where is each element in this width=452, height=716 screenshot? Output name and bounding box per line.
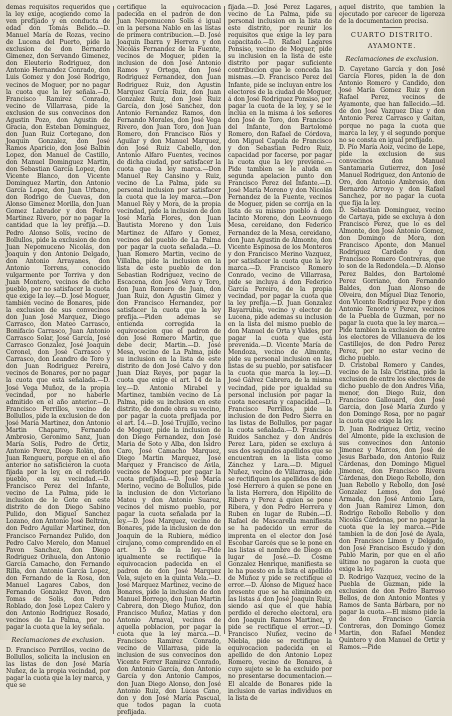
body-paragraph: fijada.—D. José Perez Lagares, vecino de La Palma, pide su personal inclusion en la lista de este distrito, por reunir los requisitos que exige la ley para capacitado.—D. Rafael Lagares Ponsiso, vecino de Moguer, pide su inclusion en la lista de este distrito por pagar suficiente contribucion que le conceda las mismas.—D. Francisco Perez del Infante, pide se incluyan entre los electores de la ciudad de Moguer, á don José Rodriguez Ponsiso, por pagar la cuota de la ley, y se le inclúa en la misma á los señores don José de Toro, don Francisco del Infante, don Bartolomé Romero, don Rafael de Córdova, don Miguel Capula de Francisco y don Sebastian Pedro Ruiz, capacidad por facerse, por pagar la cuota que la ley previene.—Pide tambien se le aluda en segunda apelacion punto don Francisco Perez del Infante.—D. José María Moreno y don Nicolás Fernandez de la Fuente, vecinos de Moguer, piden se corrija en la lista de su mismo pueblo á don Jacinto Moreno, don Leovnuego Mesa, cereidano, don Federico Fernandez de la Mesa, cereidano, don Juan Agustin de Almonte, don Vicente Espinosa de los Monteros y don Francisco Merino Vazquez, por satisfacer la cuota que la ley marca.—D. Francisco Romero Conrado, vecino de Villarrasa, pide se incluya á don Federico García Pereiro, de la propia vecindad, por pagar la cuota que la ley prefija.—D. Juan Gonzalez Bayarrubia, vecino y elector de Lucena, pide ademas su inclusion en la lista del mismo pueblo de don Manuel de Orta y Valdes, por pagar la cuota que está prevenida.—D. Vicente María de Mendoza, vecino de Almonte, pide su personal inclusion en las listas de su pueblo, por satisfacer la cuota que marca la ley.—D. José Gálvez Cabrera, de la misma vecindad, pide por igualdad su personal inclusion por pagar la cuota necesaria y capacidad.—D. Francisco Perrillos, pide la inclusion de don Pedro Sierra en las listas de Bollullos, por pagar la cuota señalada.—D. Francisco Ruidos Sanchez y don Andrés Perez Lara, piden se excluya á sus dos segundos apellidos que se encuentran en la lista como Zánchez y Lara.—D. Miguel Nuñez, vecino de Villarrasa, pide se rectifiquen los apellidos de don José Herrero á quien se pone en la lista Herrera, don Hipólito de Ribera y Perez á quien se pone Ribera, y don Pedro Herrera y Ruben en lugar de Rubén.—D. Rafael de Mascarella manifiesta se ha padecido un error de imprenta en el elector don José Escobar Garcés que se le pone en las listas el nombre de Diego en lugar de José.—D. Cosme Gonzalez Henrique, manifiesta se le ha puesto en la lista el apellido de Muñoz y pide se rectifique el error.—D. Alonso de Miguez hace presente que se ha eliminado en las listas á don José Joaquin Ruiz, siendo así que el que había perdido el derecho electoral, era don Joaquin Ramos Martinez, y pide se rectifique el error.—D. Francisco Nuñez, vecino de Niebla, pide se rectifique la equivocacion padecida en el apellido de don Antonio Lopez Romero, vecino de Bonares, á cuyo sujeto se le ha excluido por no presentarse documentacion.—El alcalde de Bonares pide la inclusion de varias individuos en la lista de: [228, 4, 332, 702]
column-rule: [113, 6, 114, 634]
text-column-1: [6, 4, 110, 690]
body-paragraph: demas requisitos requeridos que la ley exige, acogiendo como la ven prefijado y en conducta de edad don Tomás Belido.—D. Manuel María de Rozas, vecino de Lucena del Puerto, pide la exclusion de don Bernardo Gimenez, don Servando Gimenez, don Eleuterio Rodriguez, don Antonio Hernandez Conrado, don Luis Gomez y don José Rodrigo, vecinos de Moguer, por no pagar la cuota que la ley señala.—D. Francisco Ramirez Conrado, vecino de Villarrasa, pide la exclusion de sus convecinos don Agustin Pozo, don Agustin de Gracia, don Esteban Dominguez, don Juan Ruiz Cortegano, don Joaquin Gonzalez, don José Ramos Aparicio, don José Balbin Lopez, don Manuel de Castillo, don Manuel Dominguez Martin, don Sebastian García Lopez, don Vicente Blanco, don Vicente Dominguez Martin, don Antonio García Lopez, don Juan Urbano, don Rodrigo de Cuevas, don Alonso Gimenez Morilla, don Juan Gomez Labrador y don Pedro Martinez Rivero, por no pagar la cantidad que la ley prefija.—D. Pedro Alonso Solís, vecino de Bollullos, pide la exclusion de don Juan Nepomuceno Nicolás, don Joaquin y don Antonio Delgado, don Antonio Arrayanes, don Antonio Torrens, conocido vulgarmente por Torriva y don Juan Montero, vecinos de dicho pueblo, por no satisfacer la cuota que exige la ley.—D. José Moguer, también vecino de Bonares, pide la exclusion de sus convecinos don Juan José Marquez, Diego Carrasco, don Mateo Carrasco, Bonifacio Carrasco, Juan Antonio Carrasco Solar, José García, José Carrasco Gonzalez, José Joaquin Coronel, don José Carrasco y Carrasco, don Leandro de Toro y don Juan Rodriguez Pereira, vecinos de Bonares, por no pagar la cuota que está señalada.—D. José Vega Muñoz, de la propia vecindad, por no haberle admitido en el año anterior.—D. Francisco Perrillos, vecino de Bollullos, pide la exclusion de don José María Martinez, don Antonio Martin Chaparro, Fernando Ambrosio, Geronimo Sanz, Juan María Solís, Pedro de Ortiz, Antonio Perez, Diego Rolán, don Juan Rengueru, porque en el año anterior no satisficieron la cuota fijada por la ley, en el referido pueblo, en su vecindad.—D. Francisco Perez del Infante, vecino de La Palma, pide le inclusion de le Gote en este distrito de don Diego Sabino Pulido, don Miguel Sanchez Lozano, don Antonio José Beltrán, don Pedro Aguilar Martinez, don Francisco Fernandez Pulido, don Pedro Calvo Merelo, don Manuel Pavon Sanchez, don Diego Rodriguez Orihuela, don Antonio García Camacho, don Fernando Rilla, don Antonio García Lopez, don Fernando de la Rosa, don Manuel Lagares Cabos, don Fernando Gonzalez Pavon, don Tomas de Solis, don Pedro Roblado, don José Lopez Calero y don Antonio Rodriguez Rosado, vecinos de La Palma, por no pagar la cuota que la ley señala.: [6, 4, 110, 632]
body-paragraph: D. Rodrigo Vazquez, vecino de la Puebla de Guzman, pide la exclusion de don Pedro Barroso Bellos, de don Antonio Montes y Ramos de Santa Bárbara, por no pagar la cuota.—El mismo pide la de don Francisco García Contreras, don Domingo Gomez Martin, don Rafael Mendez Quintero y don Manuel de Ortiz y Ramos.—Pide: [339, 573, 445, 651]
section-heading: Reclamaciones de exclusion.: [345, 55, 439, 64]
text-column-2: [117, 4, 221, 716]
column-rule: [224, 6, 225, 634]
body-paragraph: aquel distrito, que tambien la ejecutado por carecer de ligereza de la documentacion precisa.: [339, 4, 445, 26]
divider: [382, 27, 402, 28]
body-paragraph: D. Pío María Aoiz, vecino de Lepe, pide la exclusion de sus convecinos don Manuel Santamaria Gutierrez, don José Manuel Rodriguez, don Antonio de Oro, don Antonio Ambrosio, don Bernardo Arroyo y don Rafael Sanchez, por no pagar la cuota que fija la ley.: [339, 143, 446, 208]
body-paragraph: certifique la equivocacion padecida en el padron de don Juan Nepomuceno Solís é igual en la persona Nablo en las listas de primera contribucion.—D. José Joaquin Ibarra y Herrera y don Nicolás Fernandez de la Fuente, vecinos de Moguer, piden la inclusion de don José Antonio Ramos y Ortega, don José Rodriguez Fernandez, don Juan Rodriguez Ruiz, don Agustin Marquez García Ruiz, don Juan Gonzalez Ruiz, don José Ruiz García, don José Sanchez, don Antonio Fernandez Ramos, don Fernando Morales, don José Vega Rivero, don Juan Toro, don Juan Romero, don Francisco Rios y Aguilar y don Manuel Marquez, don José Ruiz Cabello, don Antonio Alfaro Fuentes, vecinos de dicha ciudad, por satisfacer la cuota que la ley marca.—Don Manuel Rey Cansino y Ruiz, vecino de La Palma, pide su personal inclusion por satisfacer la cuota que la ley marca.—Don Manuel Rey y Mora, de la propia vecindad, pide la inclusion de don José María Flores, don Juan Bautista Moreno y don Luis Martinez de Alfaro y Gomez, vecinos del pueblo de La Palma por pagar la cuota señalada.—D. Juan Romero Martin, vecino de Villalba, pide la inclusion en la lista de este pueblo de don Sebastian Rodriguez, vecino de Escacena, don José Vera y Toro, don Juan Romero de Juan, don Juan Ruiz, don Agustin Gimez y don Francisco Hernandez, por satisfacer la cuota que la ley prefija.—Piden ademas se entienda corregida la equivocacion que el padron de don José Romero Martin, que debe decir, Martin.—D. José Mesa, vecino de La Palma, pide su inclusion en la lista de este distrito de don José Calvo y don Juan Díaz Reyes, por pagar la cuota que exige el art. 14 de la ley.—D. Antonio Mirabel y Martinez, también vecino de La Palma, pide su inclusion en este distrito, de donde obra su vecino, por pagar la cuota prefijada por el art. 14.—D. José Trujillo, vecino de Moguer, pide la inclusion de don Diego Fernandez, don José Maria de Soto y Alba, don Isidro Caro, José Camacho Marquez, Diego Martin Marquez, José Marquez y Francisco de Avila, vecinos de Moguer, por pagar la cuota prefijada.—D. José María Merino, vecino de Bollullos, pide la inclusion de don Victoriano Mateu y don Antonio Suarez, vecinos del mismo pueblo, por pagar la cuota señalada por la ley.—D. José Marquez, vecino de Bonares, pide la inclusion de don Joaquin de la Rubiera, médico cirujano, como comprendido en el art. 15 de la ley.—Pide igualmente se rectifique la equivocacion padecida en el padron de don José Marquez Vela, sujeto en la quinta Vela.—D. José Marquez Martinez, vecino de Bonares, pide la inclusion de don Manuel Borrego, don Juan Martin Cabrera, don Diego Muñoz, don Francisco Muñoz, Matias y don Antonio Arnaval, vecinos de aquella poblacion, por pagar la cuota que la ley marca.—D. Francisco Ramirez Conrado, vecino de Villarrasa, pide la inclusion de sus convecinos don Vicente Ferrer Ramirez Conrado, don Antonio García, don Antonio García y don Antonio Campos, don Juan Diego Alonso, don José Antonio Ruiz, don Lúcas Cano, don y don José María Pascual, que todos pagan la cuota prefijada.: [117, 4, 221, 716]
body-paragraph: D. Juan Rodriguez Ortiz, vecino del Almonte, pide la exclusion de sus convecinos don Antonio Jimenez y Marcos, don José de Jesus Barbado, don Antonio Ruiz Cárdenas, don Domingo Miguel Jimenez, don Francisco Rivera Cárdenas, don Diego Rebollo, don Juan Rebollo y Rebollo, don José Gonzalez Lemos, don José Armada, don José Antonio Lara, don Juan Ramirez Limon, don Rodrigo Rebollo Rebollo y don Nicolás Cárdenas, por no pagar la cuota que la ley marca.—Pide tambien la de don José de Ayala, don Francisco Limon y Delgado, don José Francisco Escudo y don Pablo Marin, por que en el año último no pagaron la cuota que exige la ley.: [339, 425, 445, 574]
body-paragraph: D. Francisco Perrillos, vecino de Bollullos, solicita la inclusion en las listas de don José María Nuñez, de la propia vecindad, por pagar la cuota que la ley marca, y que se: [6, 647, 110, 690]
body-paragraph: D. Cayetano García y don José García Flores, piden la de don Antonio Romero y Candido, don José María Gomez Ruiz y don Rafael Perez, vecinos de Ayamonte, que han fallecido.—Id. de don José Vazquez Diaz y don Antonio Perez Carrasco y Gaitan, porque no paga la cuota que marca la ley, y el segundo porque no se consta en igual prefijado.: [339, 66, 445, 144]
municipality-heading: AYAMONTE.: [367, 42, 417, 51]
body-paragraph: D. Cristobal Romero y Candes, vecino de la Isla Cristina, pide la exclusion de entre los electores de dicho pueblo de don Andres Viña, menor, don Diego Ruiz, don Francisco Gallouard, don José Garcia, don José María Zurdo y don Domingo Rosa, por no pagar la cuota que exige la ley.: [339, 362, 445, 426]
section-heading: Reclamaciones de exclusion.: [11, 636, 105, 645]
text-column-3: [228, 4, 332, 702]
column-rule: [335, 6, 336, 634]
district-title: CUARTO DISTRITO.: [350, 31, 434, 40]
body-paragraph: D. Sebastian Dominguez, vecino de Cartaya, pide se excluya á don Francisco Perez, que lo es del Almonte, don José Antonio Gomez, don Domingo de Mora, don Francisco Aponte, don Manuel Rodriguez Cardeño y don Francisco Romero Contreras, que lo son de la Redondela.—D. Alonso Perez Baldes, don Bartolomé Perez Gorriano, don Fernando Baldes, don Juan Alonso de Olveira, don Miguel Diaz Tenorio, don Vicente Rodriguez Pepe y don Antonio Tenorio y Perez, vecinos de la Puebla de Guzman, por no pagar la cuota que la ley marca.—Pide tambien la exclusion de entre los electores de Villanueva de los Castillejos, de don Pedro Perez Perez, por no estar vecino de dicho pueblo.: [339, 207, 445, 363]
text-column-4: [339, 4, 446, 651]
